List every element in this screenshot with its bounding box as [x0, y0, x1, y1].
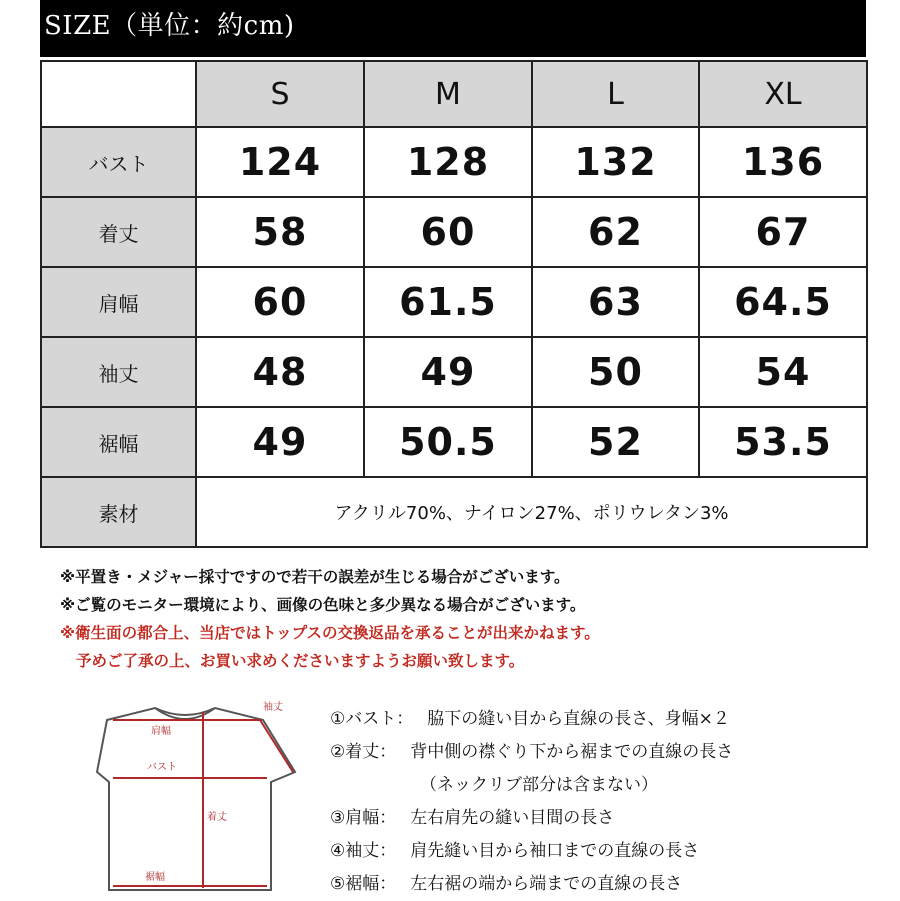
material-row: [41, 477, 867, 547]
table-cell: 63: [532, 267, 699, 337]
hem-label: 裾幅: [145, 872, 165, 883]
table-cell: 53.5: [699, 407, 867, 477]
table-cell: 60: [196, 267, 364, 337]
page-title: SIZE（単位：約cm): [44, 11, 295, 41]
row-label: 袖丈: [41, 337, 196, 407]
notes: [60, 563, 880, 675]
table-cell: 48: [196, 337, 364, 407]
shoulder-label: 肩幅: [151, 726, 171, 737]
table-cell: 61.5: [364, 267, 532, 337]
tshirt-illustration: [95, 690, 310, 895]
size-col-s: S: [196, 61, 364, 127]
table-cell: 49: [196, 407, 364, 477]
legend-desc: 背中側の襟ぐり下から裾までの直線の長さ: [410, 742, 734, 762]
legend-term: ④袖丈：: [330, 841, 397, 861]
table-row: [41, 337, 867, 407]
legend-item: [330, 736, 890, 769]
size-header-row: [41, 61, 867, 127]
table-row: [41, 407, 867, 477]
table-cell: 62: [532, 197, 699, 267]
legend-term: ②着丈：: [330, 742, 397, 762]
header-bar: [40, 0, 866, 57]
row-label: 着丈: [41, 197, 196, 267]
legend-desc: 左右肩先の縫い目間の長さ: [410, 808, 615, 828]
row-label: 肩幅: [41, 267, 196, 337]
table-cell: 64.5: [699, 267, 867, 337]
note-no-returns: ※衛生面の都合上、当店ではトップスの交換返品を承ることが出来かねます。: [60, 624, 600, 642]
table-row: [41, 197, 867, 267]
table-row: [41, 127, 867, 197]
measurement-legend: [330, 703, 890, 901]
legend-item: [330, 835, 890, 868]
legend-item: [330, 703, 890, 736]
row-label: バスト: [41, 127, 196, 197]
tshirt-outline: [97, 708, 295, 890]
table-row: [41, 267, 867, 337]
note-measurement: ※平置き・メジャー採寸ですので若干の誤差が生じる場合がございます。: [60, 568, 570, 586]
table-cell: 52: [532, 407, 699, 477]
table-cell: 136: [699, 127, 867, 197]
table-cell: 124: [196, 127, 364, 197]
table-cell: 128: [364, 127, 532, 197]
table-cell: 49: [364, 337, 532, 407]
table-cell: 50.5: [364, 407, 532, 477]
legend-item: [330, 868, 890, 901]
tshirt-diagram: [95, 690, 310, 895]
legend-item: [330, 802, 890, 835]
table-cell: 67: [699, 197, 867, 267]
legend-item: [330, 769, 890, 802]
legend-desc: 肩先縫い目から袖口までの直線の長さ: [410, 841, 700, 861]
note-color: ※ご覧のモニター環境により、画像の色味と多少異なる場合がございます。: [60, 596, 586, 614]
row-label: 裾幅: [41, 407, 196, 477]
length-label: 着丈: [207, 812, 227, 823]
legend-term: ③肩幅：: [330, 808, 397, 828]
table-cell: 58: [196, 197, 364, 267]
material-label: 素材: [41, 477, 196, 547]
legend-desc: 左右裾の端から端までの直線の長さ: [410, 874, 683, 894]
table-cell: 54: [699, 337, 867, 407]
legend-term: ⑤裾幅：: [330, 874, 397, 894]
size-col-l: L: [532, 61, 699, 127]
legend-term: ①バスト：: [330, 709, 414, 729]
legend-desc: （ネックリブ部分は含まない）: [420, 775, 658, 795]
sleeve-label: 袖丈: [263, 702, 283, 713]
size-col-xl: XL: [699, 61, 867, 127]
corner-cell: [41, 61, 196, 127]
legend-desc: 脇下の縫い目から直線の長さ、身幅×２: [427, 709, 730, 729]
table-cell: 60: [364, 197, 532, 267]
size-col-m: M: [364, 61, 532, 127]
material-value: アクリル70%、ナイロン27%、ポリウレタン3%: [196, 477, 867, 547]
table-cell: 132: [532, 127, 699, 197]
bust-label: バスト: [147, 762, 177, 773]
note-acknowledge: 予めご了承の上、お買い求めくださいますようお願い致します。: [76, 652, 525, 670]
size-table: [40, 60, 868, 548]
table-cell: 50: [532, 337, 699, 407]
